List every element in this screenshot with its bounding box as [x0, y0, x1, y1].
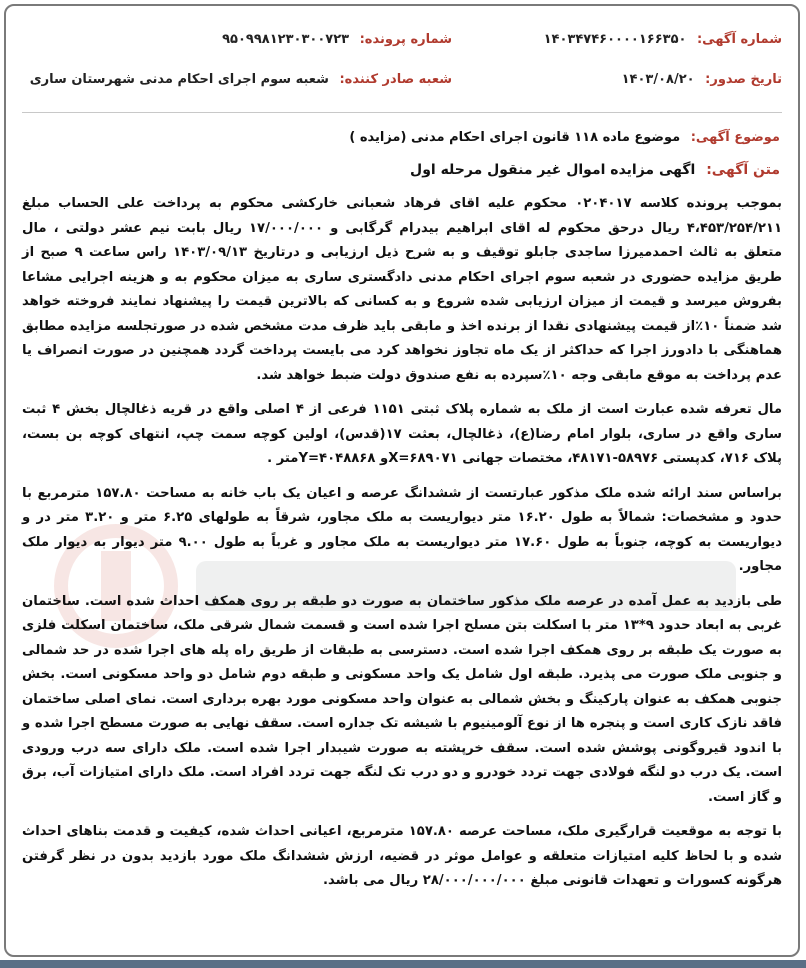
subject-label: موضوع آگهی:: [690, 130, 780, 145]
notice-text-heading: [410, 162, 780, 178]
text-heading-value: اگهی مزایده اموال غیر منقول مرحله اول: [410, 162, 696, 178]
notice-number-value: ۱۴۰۳۴۷۴۶۰۰۰۰۱۶۶۳۵۰: [543, 32, 687, 47]
body-paragraph-valuation: با توجه به موقعیت قرارگیری ملک، مساحت عرصه ۱۵۷.۸۰ مترمربع، اعیانی احداث شده، کیفیت و قدمت بناهای احداث شده و با لحاظ کلیه امتیازات متعلقه و عوامل موثر در قضیه، ارزش ششدانگ ملک مورد بازدید بدون در نظر گرفتن هرگونه کسورات و تعهدات قانونی مبلغ ۲۸/۰۰۰/۰۰۰/۰۰۰ ریال می باشد.: [22, 824, 783, 888]
header-divider: [22, 112, 782, 113]
bottom-bar: [0, 960, 806, 968]
file-number-label: شماره پرونده:: [359, 32, 452, 47]
body-paragraph-inspection: طی بازدید به عمل آمده در عرصه ملک مذکور ساختمان به صورت دو طبقه بر روی همکف احداث شده است. ساختمان غربی به ابعاد حدود ۹*۱۳ متر با اسکلت بتن مسلح اجرا شده است و قسمت شمال شرقی ملک، ساختمان اسکلت فلزی به صورت یک طبقه بر روی همکف اجرا شده است. دسترسی به طبقات از طریق راه پله های اجرا شده در حد شمالی و جنوبی ملک صورت می پذیرد. طبقه اول شامل یک واحد مسکونی و طبقه دوم شامل دو واحد مسکونی است. بخش جنوبی همکف به عنوان پارکینگ و بخش شمالی به عنوان واحد مسکونی مورد بهره برداری است. نمای اصلی ساختمان فاقد نازک کاری است و پنجره ها از نوع آلومینیوم با شیشه تک جداره است. سقف نهایی به صورت مسطح اجرا شده و با اندود قیروگونی پوشش شده است. سقف خرپشته به صورت شیبدار اجرا شده است. ملک دارای سه درب ورودی است. یک درب دو لنگه فولادی جهت تردد خودرو و دو درب تک لنگه جهت تردد افراد است. ملک دارای امتیازات آب، برق و گاز است.: [22, 593, 782, 805]
file-number: [222, 32, 452, 47]
notice-subject: [349, 130, 780, 145]
notice-number: [544, 32, 782, 47]
body-paragraph-deed: براساس سند ارائه شده ملک مذکور عبارتست از ششدانگ عرصه و اعیان یک باب خانه به مساحت ۱۵۷.۸۰ مترمربع با حدود و مشخصات: شمالاً به طول ۱۶.۲۰ متر دیواریست به ملک مجاور، شرقاً به طولهای ۶.۲۵ متر و ۳.۲۰ متر در و دیواریست به کوچه، جنوباً به طول ۱۷.۶۰ متر دیواریست به ملک مجاور و غرباً به طول ۹.۰۰ متر دیوار به دیوار ملک مجاور.: [22, 485, 782, 574]
issuer-value: شعبه سوم اجرای احکام مدنی شهرستان ساری: [29, 72, 329, 87]
header: [6, 32, 798, 102]
notice-body: [22, 192, 782, 904]
notice-number-label: شماره آگهی:: [696, 32, 782, 47]
issue-date-label: تاریخ صدور:: [705, 72, 782, 87]
issue-date: [622, 72, 782, 87]
body-paragraph-case: بموجب پرونده کلاسه ۰۲۰۴۰۱۷ محکوم علیه اقای فرهاد شعبانی خارکشی محکوم به پرداخت علی الحساب مبلغ ۴،۴۵۳/۲۵۴/۲۱۱ ریال درحق محکوم له اقای ابراهیم بیدرام گرگابی و ۱۷/۰۰۰/۰۰۰ ریال بابت نیم عشر دولتی ، مال متعلق به ثالث احمدمیرزا ساجدی جابلو توقیف و به شرح ذیل ارزیابی و درتاریخ ۱۴۰۳/۰۹/۱۳ راس ساعت ۹ صبح از طریق مزایده حضوری در شعبه سوم اجرای احکام مدنی دادگستری ساری به میزان محکوم به و هزینه اجرایی مشاعا بفروش میرسد و قیمت از میزان ارزیابی شده شروع و به کسانی که بالاترین قیمت را پیشنهاد نمایند فروخته خواهد شد ضمناً ۱۰٪از قیمت پیشنهادی نقدا از برنده اخذ و مابقی باید ظرف مدت مشخص شده در صورتجلسه مزایده مطابق هماهنگی با دادورز اجرا که حداکثر از یک ماه تجاوز نخواهد کرد می بایست پرداخت گردد همچنین در صورت انصراف یا عدم پرداخت به موقع مابقی وجه ۱۰٪سپرده به نفع صندوق دولت ضبط خواهد شد.: [22, 196, 782, 383]
issuer-label: شعبه صادر کننده:: [339, 72, 452, 87]
text-label: متن آگهی:: [706, 162, 780, 178]
notice-frame: [4, 4, 800, 957]
body-paragraph-property: مال تعرفه شده عبارت است از ملک به شماره پلاک ثبتی ۱۱۵۱ فرعی از ۴ اصلی واقع در قریه ذغالچال بخش ۴ ثبت ساری واقع در ساری، بلوار امام رضا(ع)، ذغالچال، بعثت ۱۷(قدس)، اولین کوچه سمت چپ، انتهای کوچه بن بست، پلاک ۷۱۶، کدپستی ۵۸۹۷۶-۴۸۱۷۱، مختصات جهانی X=۶۸۹۰۷۱و Y=۴۰۴۸۸۶۸متر .: [22, 402, 783, 466]
issue-date-value: ۱۴۰۳/۰۸/۲۰: [621, 72, 695, 87]
subject-value: موضوع ماده ۱۱۸ قانون اجرای احکام مدنی (مزایده ): [349, 130, 681, 145]
issuer: [30, 72, 452, 87]
file-number-value: ۹۵۰۹۹۸۱۲۳۰۳۰۰۷۲۳: [222, 32, 350, 47]
